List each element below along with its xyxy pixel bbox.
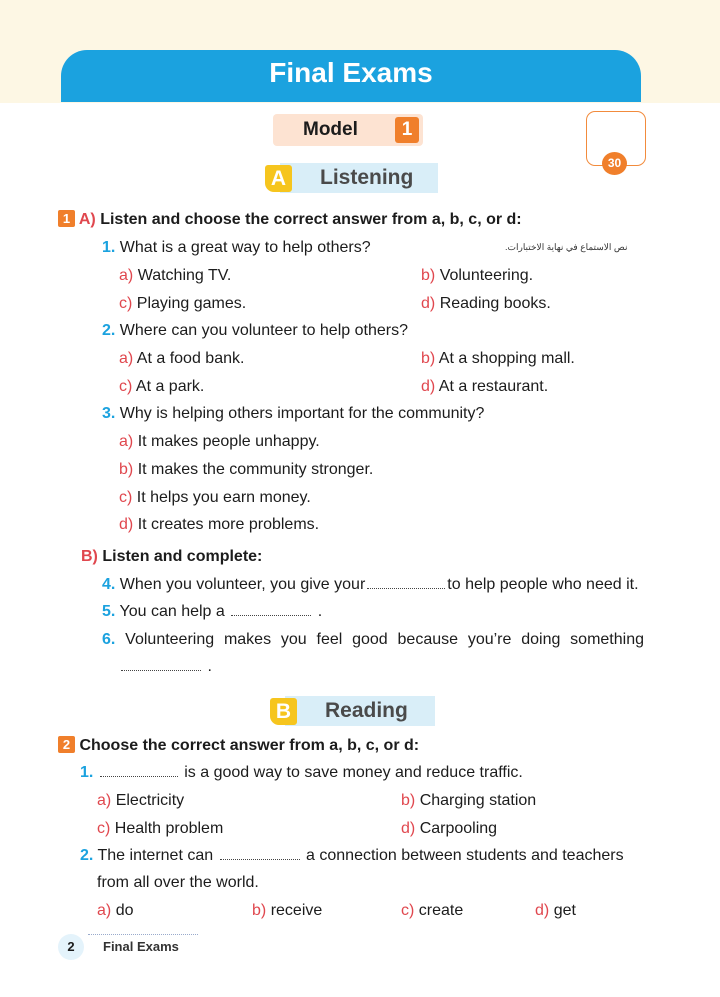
- option-text: do: [115, 902, 134, 919]
- complete-6: [102, 630, 644, 650]
- option-letter: a): [119, 350, 134, 367]
- question-number: 3.: [102, 405, 116, 422]
- option-text: create: [418, 902, 464, 919]
- option: [119, 294, 246, 314]
- option-text: At a restaurant.: [438, 378, 549, 395]
- question-number: 1.: [80, 764, 94, 781]
- option-letter: a): [119, 267, 134, 284]
- option-letter: c): [401, 902, 415, 919]
- option-letter: d): [401, 820, 416, 837]
- option: [119, 515, 319, 535]
- question-3: [102, 404, 484, 424]
- option: [97, 901, 133, 921]
- option: [119, 432, 320, 452]
- complete-5: [102, 602, 322, 622]
- option: [119, 266, 231, 286]
- question-text: Why is helping others important for the community?: [119, 405, 485, 422]
- option-text: get: [553, 902, 576, 919]
- q1-part-a-text: Listen and choose the correct answer from a, b, c, or d:: [100, 211, 522, 228]
- option-text: It makes people unhappy.: [137, 433, 320, 450]
- page-title: Final Exams: [269, 57, 433, 88]
- option-text: receive: [270, 902, 323, 919]
- option: [421, 294, 551, 314]
- question-text: When you volunteer, you give your: [119, 576, 366, 593]
- page-number: 2: [58, 934, 84, 960]
- option-text: It helps you earn money.: [136, 489, 311, 506]
- reading-question-1: [80, 763, 523, 783]
- q1-part-b-label: B): [81, 548, 98, 565]
- option: [119, 349, 244, 369]
- question-text: Volunteering makes you feel good because you’re doing something: [125, 631, 645, 648]
- question-number: 2.: [102, 322, 116, 339]
- q2-instruction: [58, 736, 419, 756]
- option-text: Carpooling: [419, 820, 498, 837]
- option-text: Reading books.: [439, 295, 551, 312]
- option-letter: b): [401, 792, 416, 809]
- question-text-end: a connection between students and teachers: [306, 847, 624, 864]
- option-letter: c): [119, 295, 133, 312]
- model-badge: [273, 114, 423, 146]
- reading-question-2-line2: from all over the world.: [97, 874, 259, 891]
- q1-part-b: [81, 547, 262, 567]
- section-a-letter: A: [265, 165, 292, 192]
- q2-text: Choose the correct answer from a, b, c, or d:: [79, 737, 420, 754]
- option-letter: b): [421, 267, 436, 284]
- section-b-header: [275, 696, 435, 726]
- answer-blank: [121, 658, 201, 671]
- option-text: At a park.: [135, 378, 205, 395]
- option: [401, 819, 497, 839]
- arabic-note: نص الاستماع في نهاية الاختبارات.: [505, 242, 628, 252]
- complete-4: [102, 575, 639, 595]
- option-text: Electricity: [115, 792, 185, 809]
- question-text-end: .: [317, 603, 323, 620]
- option-text: Watching TV.: [137, 267, 232, 284]
- answer-blank: [367, 576, 445, 589]
- option-letter: d): [119, 516, 134, 533]
- option: [535, 901, 576, 921]
- q1-number: 1: [58, 210, 75, 227]
- option-letter: b): [421, 350, 436, 367]
- option-letter: a): [97, 792, 112, 809]
- option: [421, 266, 533, 286]
- question-text: The internet can: [97, 847, 214, 864]
- answer-blank: [220, 847, 300, 860]
- page-header: [61, 50, 641, 102]
- option-letter: c): [97, 820, 111, 837]
- option: [97, 819, 223, 839]
- option: [401, 791, 536, 811]
- question-text: Where can you volunteer to help others?: [119, 322, 408, 339]
- score-badge: 30: [602, 152, 627, 175]
- question-number: 1.: [102, 239, 116, 256]
- option-letter: a): [119, 433, 134, 450]
- option-letter: a): [97, 902, 112, 919]
- model-number: 1: [395, 117, 419, 143]
- option-letter: d): [421, 378, 436, 395]
- option-text: Charging station: [419, 792, 537, 809]
- option: [252, 901, 322, 921]
- question-text: is a good way to save money and reduce traffic.: [184, 764, 523, 781]
- option-letter: b): [252, 902, 267, 919]
- section-b-title: Reading: [325, 699, 408, 722]
- option-text: Volunteering.: [439, 267, 534, 284]
- option-letter: b): [119, 461, 134, 478]
- question-text-end: to help people who need it.: [447, 576, 639, 593]
- option: [119, 488, 311, 508]
- question-number: 2.: [80, 847, 94, 864]
- section-b-letter: B: [270, 698, 297, 725]
- q2-number: 2: [58, 736, 75, 753]
- question-number: 5.: [102, 603, 116, 620]
- question-1: [102, 238, 371, 258]
- option-letter: c): [119, 489, 133, 506]
- footer-divider: [88, 934, 198, 935]
- answer-blank: [231, 603, 311, 616]
- reading-question-2: [80, 846, 624, 866]
- option-text: Playing games.: [136, 295, 247, 312]
- q1-part-a-label: A): [78, 211, 96, 228]
- option-text: At a food bank.: [136, 350, 245, 367]
- option: [421, 377, 548, 397]
- option-text: It makes the community stronger.: [137, 461, 374, 478]
- question-text-end: .: [207, 658, 212, 675]
- question-text: You can help a: [119, 603, 225, 620]
- option-text: Health problem: [114, 820, 224, 837]
- option: [401, 901, 463, 921]
- option: [97, 791, 184, 811]
- question-number: 4.: [102, 576, 116, 593]
- q1-part-b-text: Listen and complete:: [102, 548, 263, 565]
- complete-6-blank-line: [119, 657, 212, 677]
- option-letter: d): [535, 902, 550, 919]
- option-text: At a shopping mall.: [438, 350, 575, 367]
- footer-title: Final Exams: [103, 939, 179, 954]
- q1-instruction: [58, 210, 522, 230]
- model-label: Model: [303, 119, 358, 140]
- section-a-title: Listening: [320, 166, 414, 189]
- question-2: [102, 321, 408, 341]
- question-text: What is a great way to help others?: [119, 239, 371, 256]
- section-a-header: [270, 163, 438, 193]
- option-letter: c): [119, 378, 133, 395]
- option-letter: d): [421, 295, 436, 312]
- answer-blank: [100, 764, 178, 777]
- option: [119, 460, 373, 480]
- option: [119, 377, 204, 397]
- option-text: It creates more problems.: [137, 516, 320, 533]
- option: [421, 349, 575, 369]
- question-number: 6.: [102, 631, 116, 648]
